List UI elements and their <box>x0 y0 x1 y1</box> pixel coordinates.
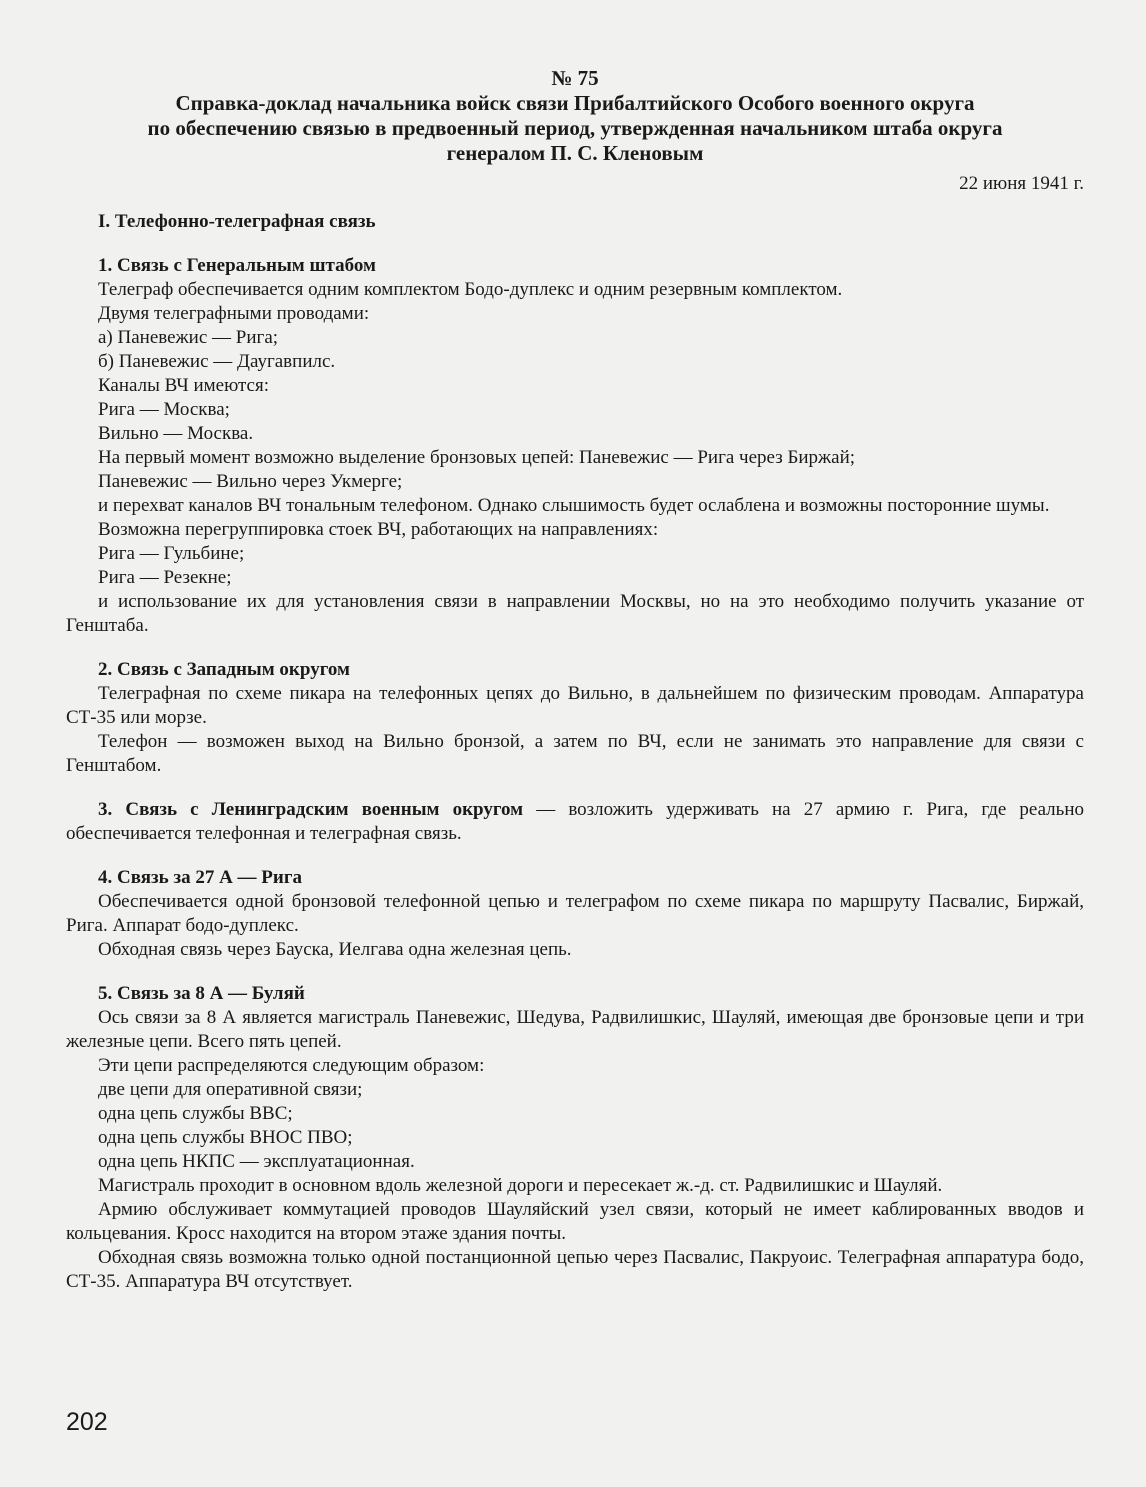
text-line: две цепи для оперативной связи; <box>98 1079 363 1100</box>
paragraph <box>66 798 1084 846</box>
text-line: Телеграф обеспечивается одним комплектом Бодо-дуплекс и одним резервным комплектом. <box>98 279 843 300</box>
text-line: одна цепь службы ВВС; <box>98 1103 293 1124</box>
paragraph: и использование их для установления связи в направлении Москвы, но на это необходимо получить указание от Генштаба. <box>66 591 1084 636</box>
text-line: Каналы ВЧ имеются: <box>98 375 269 396</box>
document-date: 22 июня 1941 г. <box>959 173 1084 194</box>
subsection-leningrad-district <box>66 798 1084 846</box>
page-number: 202 <box>66 1408 108 1436</box>
subsection-8-army <box>66 982 1084 1294</box>
text-line: одна цепь НКПС — эксплуатационная. <box>98 1151 415 1172</box>
subsection-heading: 4. Связь за 27 А — Рига <box>98 867 302 888</box>
document-page <box>66 62 1084 1294</box>
title-line: Справка-доклад начальника войск связи Прибалтийского Особого военного округа <box>175 91 975 115</box>
paragraph: Телефон — возможен выход на Вильно бронзой, а затем по ВЧ, если не занимать это направление для связи с Генштабом. <box>66 731 1084 776</box>
text-line: Рига — Москва; <box>98 399 230 420</box>
title-line: по обеспечению связью в предвоенный период, утвержденная начальником штаба округа <box>147 116 1003 140</box>
text-line: Вильно — Москва. <box>98 423 254 444</box>
subsection-western-district <box>66 658 1084 778</box>
paragraph-text: — возложить удерживать на 27 армию г. Рига, где реально обеспечивается телефонная и телеграфная связь. <box>66 799 1084 844</box>
document-number: № 75 <box>551 66 599 90</box>
paragraph: Обходная связь возможна только одной постанционной цепью через Пасвалис, Пакруоис. Телеграфная аппаратура бодо, СТ-35. Аппаратура ВЧ отсутствует. <box>66 1247 1084 1292</box>
document-title <box>66 91 1084 166</box>
paragraph: Обходная связь через Бауска, Иелгава одна железная цепь. <box>98 939 572 960</box>
title-line: генералом П. С. Кленовым <box>446 141 704 165</box>
paragraph: Обеспечивается одной бронзовой телефонной цепью и телеграфом по схеме пикара по маршруту Пасвалис, Биржай, Рига. Аппарат бодо-дуплекс. <box>66 891 1084 936</box>
text-line: а) Паневежис — Рига; <box>98 327 279 348</box>
paragraph: Армию обслуживает коммутацией проводов Шауляйский узел связи, который не имеет каблированных вводов и кольцевания. Кросс находится на втором этаже здания почты. <box>66 1199 1084 1244</box>
text-line: Возможна перегруппировка стоек ВЧ, работающих на направлениях: <box>98 519 659 540</box>
paragraph: Ось связи за 8 А является магистраль Паневежис, Шедува, Радвилишкис, Шауляй, имеющая две бронзовые цепи и три железные цепи. Всего пять цепей. <box>66 1007 1084 1052</box>
section-heading: I. Телефонно-телеграфная связь <box>98 211 376 232</box>
text-line: Двумя телеграфными проводами: <box>98 303 370 324</box>
subsection-heading: 3. Связь с Ленинградским военным округом <box>98 799 524 820</box>
paragraph: и перехват каналов ВЧ тональным телефоном. Однако слышимость будет ослаблена и возможны посторонние шумы. <box>98 495 1050 516</box>
paragraph: Телеграфная по схеме пикара на телефонных цепях до Вильно, в дальнейшем по физическим проводам. Аппаратура СТ-35 или морзе. <box>66 683 1084 728</box>
text-line: б) Паневежис — Даугавпилс. <box>98 351 336 372</box>
text-line: На первый момент возможно выделение бронзовых цепей: Паневежис — Рига через Биржай; <box>98 447 856 468</box>
text-line: Эти цепи распределяются следующим образом: <box>98 1055 485 1076</box>
subsection-heading: 2. Связь с Западным округом <box>98 659 350 680</box>
paragraph: Магистраль проходит в основном вдоль железной дороги и пересекает ж.-д. ст. Радвилишкис и Шауляй. <box>98 1175 943 1196</box>
subsection-general-staff <box>66 254 1084 638</box>
text-line: одна цепь службы ВНОС ПВО; <box>98 1127 353 1148</box>
text-line: Рига — Гульбине; <box>98 543 245 564</box>
subsection-heading: 5. Связь за 8 А — Буляй <box>98 983 305 1004</box>
subsection-heading: 1. Связь с Генеральным штабом <box>98 255 376 276</box>
text-line: Паневежис — Вильно через Укмерге; <box>98 471 403 492</box>
subsection-27-army <box>66 866 1084 962</box>
text-line: Рига — Резекне; <box>98 567 232 588</box>
